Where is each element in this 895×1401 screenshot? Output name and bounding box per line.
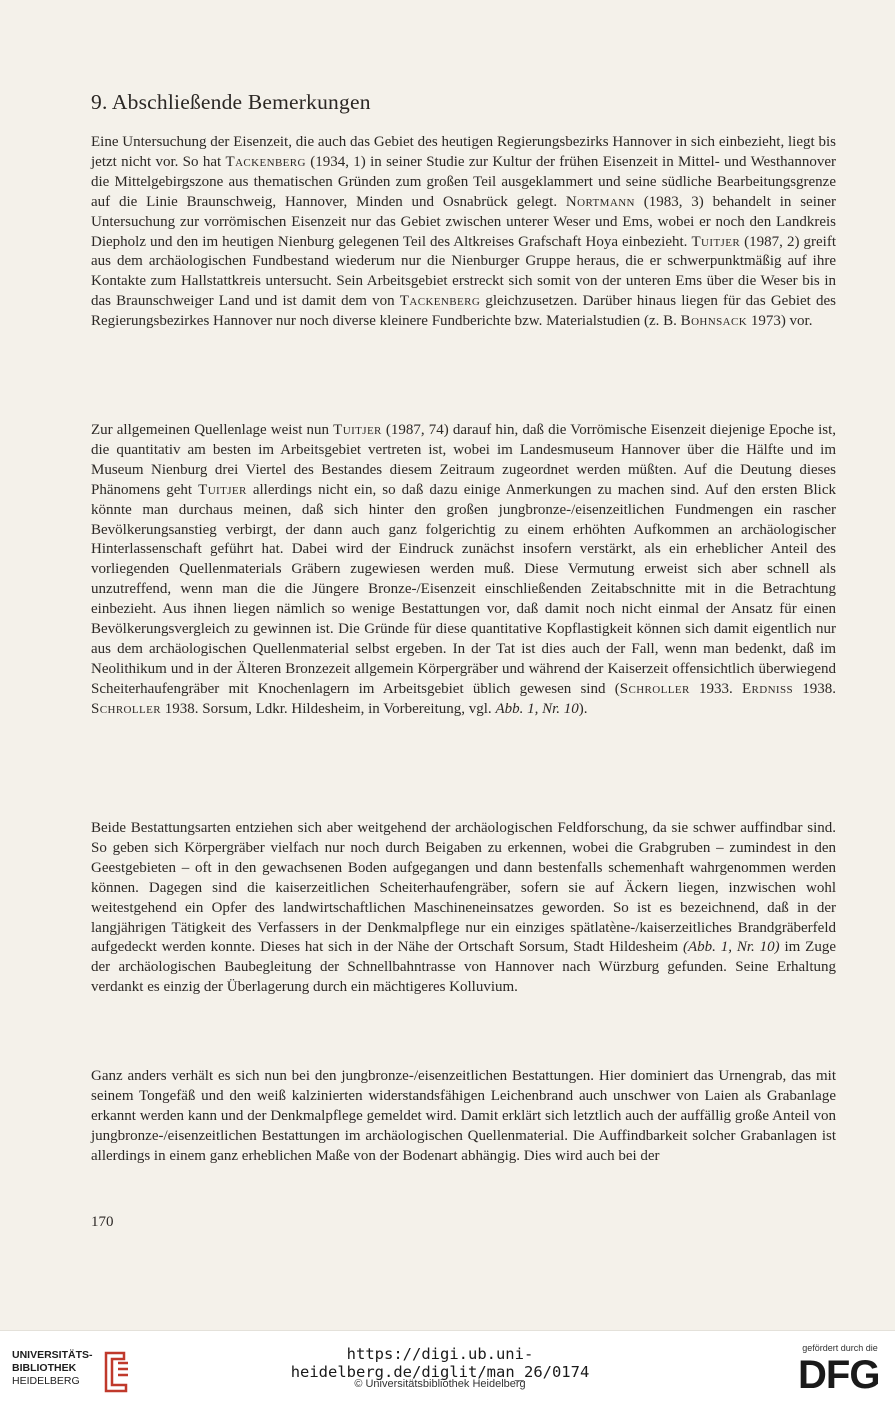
copyright-notice: © Universitätsbibliothek Heidelberg xyxy=(354,1378,526,1390)
author-ref: Schroller xyxy=(91,700,161,717)
permalink-url[interactable]: https://digi.ub.uni-heidelberg.de/diglit/man_26/0174 xyxy=(290,1345,590,1381)
author-ref: Bohnsack xyxy=(680,313,748,330)
paragraph-3: Beide Bestattungsarten entziehen sich aber weitgehend der archäologischen Feldforschung, da sie schwer auffindbar sind. So geben sich Körpergräber vielfach nur noch durch Beigaben zu erkennen, wobei die Grabgruben – zumindest in den Geestgebieten – oft in den gewachsenen Boden aufgegangen und dann bestenfalls schemenhaft wahrgenommen werden können. Dagegen sind die kaiserzeitlichen Scheiterhaufengräber, sofern sie auf Äckern liegen, inzwischen wohl weitestgehend ein Opfer des landwirtschaftlichen Maschineneinsatzes geworden. So ist es bezeichnend, daß in der langjährigen Tätigkeit des Verfassers in der Denkmalpflege nur ein einziges spätlatène-/kaiserzeitliches Brandgräberfeld aufgedeckt werden konnte. Dieses hat sich in der Nähe der Ortschaft Sorsum, Stadt Hildesheim (Abb. 1, Nr. 10) im Zuge der archäologischen Baubegleitung der Schnellbahntrasse von Hannover nach Würzburg gefunden. Seine Erhaltung verdankt es einzig der Überlagerung durch ein mächtigeres Kolluvium. xyxy=(91,820,836,996)
author-ref: Schroller xyxy=(619,680,690,697)
author-ref: Tackenberg xyxy=(225,153,306,170)
author-ref: Tuitjer xyxy=(333,422,382,438)
figure-ref: (Abb. 1, Nr. 10) xyxy=(682,939,780,956)
paragraph-1: Eine Untersuchung der Eisenzeit, die auch das Gebiet des heutigen Regierungsbezirks Hannover in sich einbezieht, liegt bis jetzt nicht vor. So hat Tackenberg (1934, 1) in seiner Studie zur Kultur der frühen Eisenzeit in Mittel- und Westhannover die Mittelgebirgszone aus thematischen Gründen zum großen Teil ausgeklammert und seine südliche Bearbeitungsgrenze auf die Linie Braunschweig, Hannover, Minden und Osnabrück gelegt. Nortmann (1983, 3) behandelt in seiner Untersuchung zur vorrömischen Eisenzeit nur das Gebiet zwischen unterer Weser und Ems, wobei er noch den Landkreis Diepholz und den im heutigen Nienburg gelegenen Teil des Altkreises Grafschaft Hoya einbezieht. Tuitjer (1987, 2) greift aus dem archäologischen Fundbestand wiederum nur die Nienburger Gruppe heraus, die er schwerpunktmäßig auf ihre Kontakte zum Hallstattkreis untersucht. Sein Arbeitsgebiet erstreckt sich somit von der unteren Ems über die Weser bis in das Braunschweiger Land und ist damit dem von Tackenberg gleichzusetzen. Darüber hinaus liegen für das Gebiet des Regierungsbezirkes Hannover nur noch diverse kleinere Fundberichte bzw. Materialstudien (z. B. Bohnsack 1973) vor. xyxy=(91,134,837,330)
author-ref: Tuitjer xyxy=(691,233,741,250)
author-ref: Erdniss xyxy=(741,680,794,697)
viewer-footer xyxy=(0,1330,895,1401)
paragraph-2: Zur allgemeinen Quellenlage weist nun Tuitjer (1987, 74) darauf hin, daß die Vorrömische Eisenzeit diejenige Epoche ist, die quantitativ am besten im Arbeitsgebiet vertreten ist, wobei im Landesmuseum Hannover über die Hälfte und im Museum Nienburg drei Viertel des Bestandes diesem Zeitraum zugeordnet werden müßten. Auf die Deutung dieses Phänomens geht Tuitjer allerdings nicht ein, so daß dazu einige Anmerkungen zu machen sind. Auf den ersten Blick könnte man durchaus meinen, daß sich hinter den großen jungbronze-/eisenzeitlichen Fundmengen ein rascher Bevölkerungsanstieg verbirgt, der dann auch ganz folgerichtig zu einem erhöhten Aufkommen an archäologischer Hinterlassenschaft geführt hat. Dabei wird der Eindruck zunächst insofern verstärkt, als ein erheblicher Anteil des vorliegenden Quellenmaterials Gräbern zugewiesen werden muß. Diese Vermutung erweist sich aber schnell als unzutreffend, wenn man die die Jüngere Bronze-/Eisenzeit einschließenden Zeitabschnitte mit in die Betrachtung einbezieht. Aus ihnen liegen nämlich so wenige Bestattungen vor, daß damit noch nicht einmal der Ansatz für einen Bevölkerungsvergleich zu gewinnen ist. Die Gründe für diese quantitative Kopflastigkeit können sich damit eigentlich nur aus dem archäologischen Quellenmaterial selbst ergeben. In der Tat ist dies auch der Fall, wenn man bedenkt, daß im Neolithikum und in der Älteren Bronzezeit allgemein Körpergräber und während der Kaiserzeit offensichtlich überwiegend Scheiterhaufengräber mit Knochenlagern im Arbeitsgebiet üblich gewesen sind (Schroller 1933. Erdniss 1938. Schroller 1938. Sorsum, Ldkr. Hildesheim, in Vorbereitung, vgl. Abb. 1, Nr. 10). xyxy=(91,422,837,717)
library-mark-icon xyxy=(98,1349,134,1395)
author-ref: Tuitjer xyxy=(198,481,247,498)
dfg-logo[interactable]: DFG xyxy=(798,1353,880,1397)
page-number: 170 xyxy=(91,1214,114,1230)
library-logo[interactable] xyxy=(12,1349,127,1395)
figure-ref: Abb. 1, Nr. 10 xyxy=(495,700,579,717)
author-ref: Tackenberg xyxy=(399,293,481,310)
author-ref: Nortmann xyxy=(565,193,635,210)
library-name: UNIVERSITÄTS- BIBLIOTHEK HEIDELBERG xyxy=(12,1349,93,1387)
section-heading: 9. Abschließende Bemerkungen xyxy=(91,90,371,114)
funding-label: gefördert durch die xyxy=(802,1343,878,1353)
paragraph-4: Ganz anders verhält es sich nun bei den jungbronze-/eisenzeitlichen Bestattungen. Hier dominiert das Urnengrab, das mit seinem Tongefäß und den weiß kalzinierten widerstandsfähigen Leichenbrand auch unschwer von Laien als Grabanlage erkannt werden kann und der Denkmalpflege gemeldet wird. Damit erklärt sich letztlich auch der auffällig große Anteil von jungbronze-/eisenzeitlichen Bestattungen im archäologischen Quellenmaterial. Die Auffindbarkeit solcher Grabanlagen ist allerdings in einem ganz erheblichen Maße von der Bodenart abhängig. Dies wird auch bei der xyxy=(91,1068,836,1164)
